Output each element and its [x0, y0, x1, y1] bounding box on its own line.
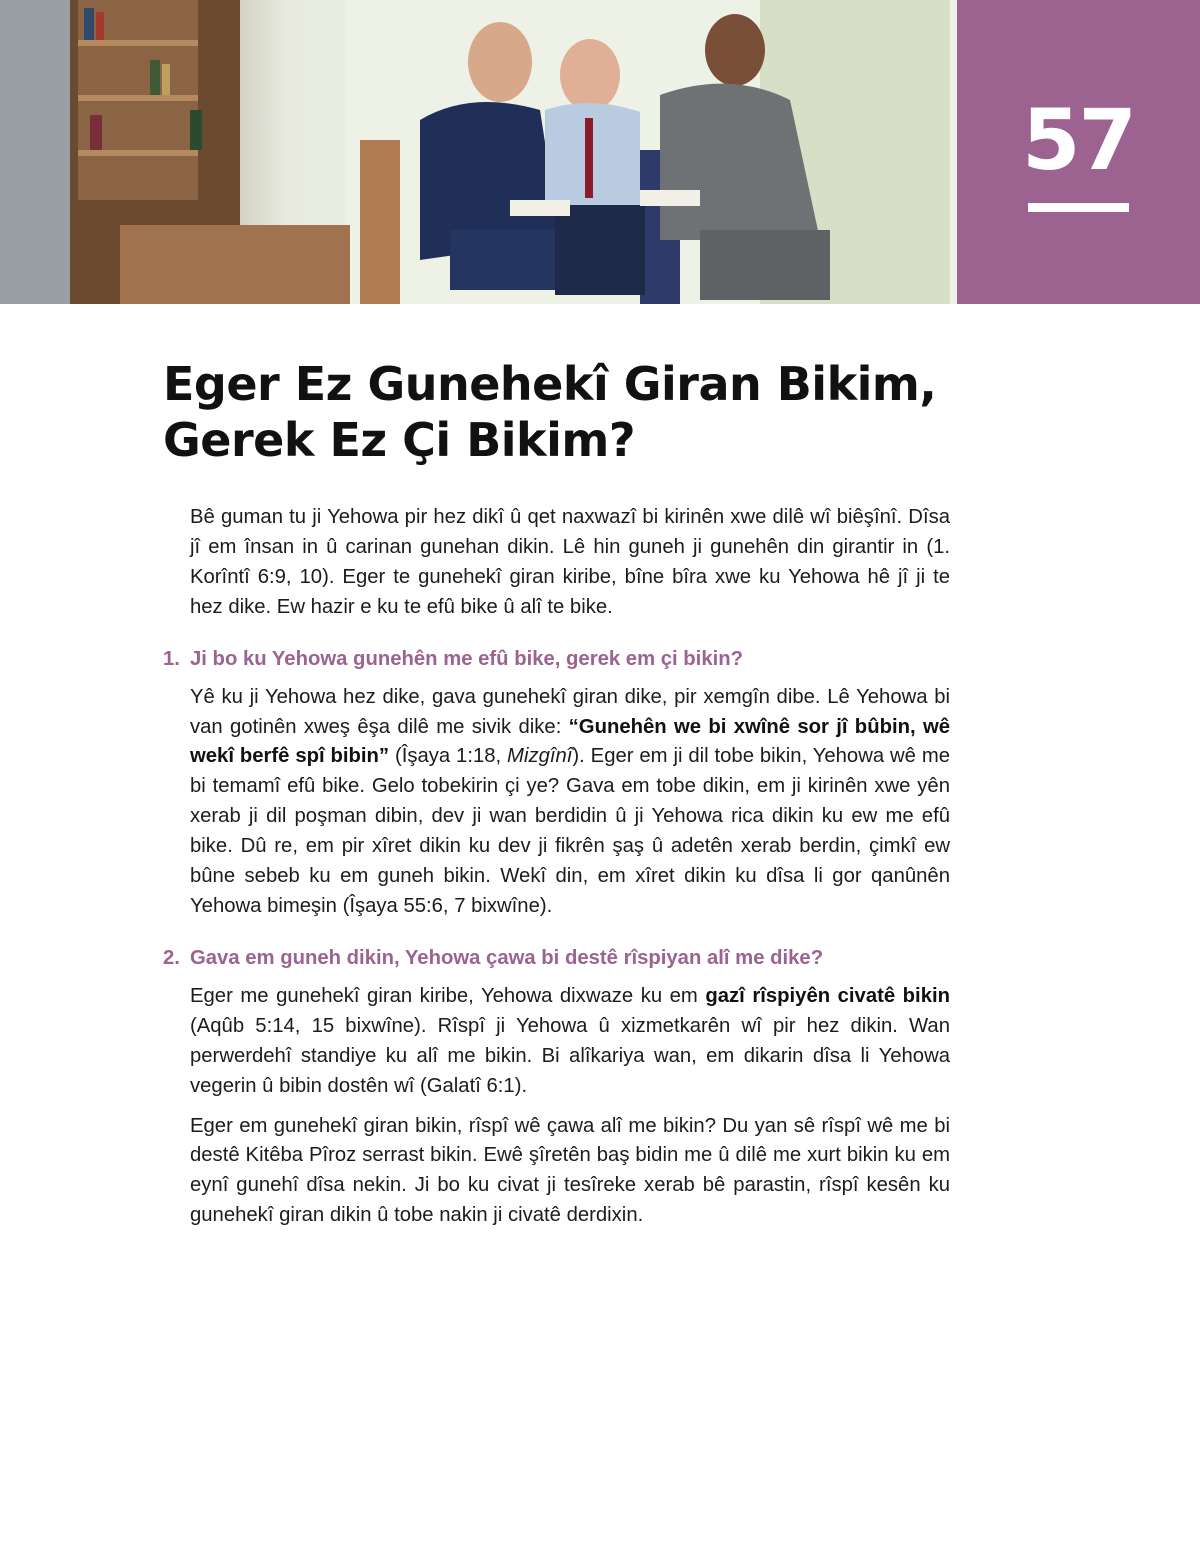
question-text: Gava em guneh dikin, Yehowa çawa bi destê rîspiyan alî me dike?: [190, 946, 824, 969]
question-1: [163, 645, 950, 673]
page-title-line-2: Gerek Ez Çi Bikim?: [163, 413, 636, 467]
page-title-line-1: Eger Ez Gunehekî Giran Bikim,: [163, 357, 937, 411]
text-run: ). Eger em ji dil tobe bikin, Yehowa wê me bi temamî efû bike. Gelo tobekirin çi ye? Gava em tobe dikin, em ji kirinên xwe yên xerab ji dil poşman dibin, dev ji wan berdidin û ji Yehowa rica dikin ku ew me efû bike. Dû re, em pir xîret dikin ku dev ji fikrên şaş û adetên xerab berdin, çimkî ew bûne sebeb ku em guneh bikin. Wekî din, em xîret dikin ku dîsa li gor qanûnên Yehowa bimeşin (Îşaya 55:6, 7 bixwîne).: [190, 745, 950, 917]
bold-phrase: gazî rîspiyên civatê bikin: [705, 984, 950, 1007]
lesson-content: [163, 503, 950, 1231]
bold-quote: “Gunehên we bi xwînê sor jî bûbin, wê wekî berfê spî bibin”: [190, 715, 950, 768]
question-number: 1.: [163, 647, 180, 670]
lesson-number-block: [957, 0, 1200, 304]
text-run: Yê ku ji Yehowa hez dike, gava gunehekî giran dike, pir xemgîn dibe. Lê Yehowa bi van gotinên xweş êşa dilê me sivik dike:: [190, 685, 950, 738]
page-title: [163, 356, 963, 468]
section-2-paragraph-2: Eger em gunehekî giran bikin, rîspî wê çawa alî me bikin? Du yan sê rîspî wê me bi destê Kitêba Pîroz serrast bikin. Ewê şîretên baş bidin me û dilê me xurt bikin ku em eynî gunehî dîsa nekin. Ji bo ku civat ji tesîreke xerab bê parastin, rîspî kesên ku gunehekî giran dikin û tobe nakin ji civatê derdixin.: [190, 1114, 950, 1227]
question-2: [163, 944, 950, 972]
section-1-paragraph: [190, 683, 950, 922]
intro-paragraph: Bê guman tu ji Yehowa pir hez dikî û qet naxwazî bi kirinên xwe dilê wî biêşînî. Dîsa jî em însan in û carinan gunehan dikin. Lê hin guneh ji gunehên din girantir in (1. Korîntî 6:9, 10). Eger te gunehekî giran kiribe, bîne bîra xwe ku Yehowa hê jî ji te hez dike. Ew hazir e ku te efû bike û alî te bike.: [190, 506, 950, 618]
question-number: 2.: [163, 946, 180, 969]
text-run: (Aqûb 5:14, 15 bixwîne). Rîspî ji Yehowa û xizmetkarên wî pir hez dikin. Wan perwerdehî standiye ku alî me bikin. Bi alîkariya wan, em dikarin dîsa li Yehowa vegerin û bibin dostên wî (Galatî 6:1).: [190, 1014, 950, 1097]
elders-meeting-illustration: [0, 0, 957, 304]
text-run: Eger me gunehekî giran kiribe, Yehowa dixwaze ku em: [190, 984, 706, 1007]
section-2-paragraph-1: [190, 982, 950, 1102]
lesson-number: 57: [1022, 91, 1135, 189]
lesson-number-underline: [1028, 203, 1129, 212]
question-text: Ji bo ku Yehowa gunehên me efû bike, gerek em çi bikin?: [190, 647, 744, 670]
text-run: (Îşaya 1:18,: [389, 745, 508, 768]
header-photo: [0, 0, 957, 304]
italic-run: Mizgînî: [507, 745, 573, 768]
